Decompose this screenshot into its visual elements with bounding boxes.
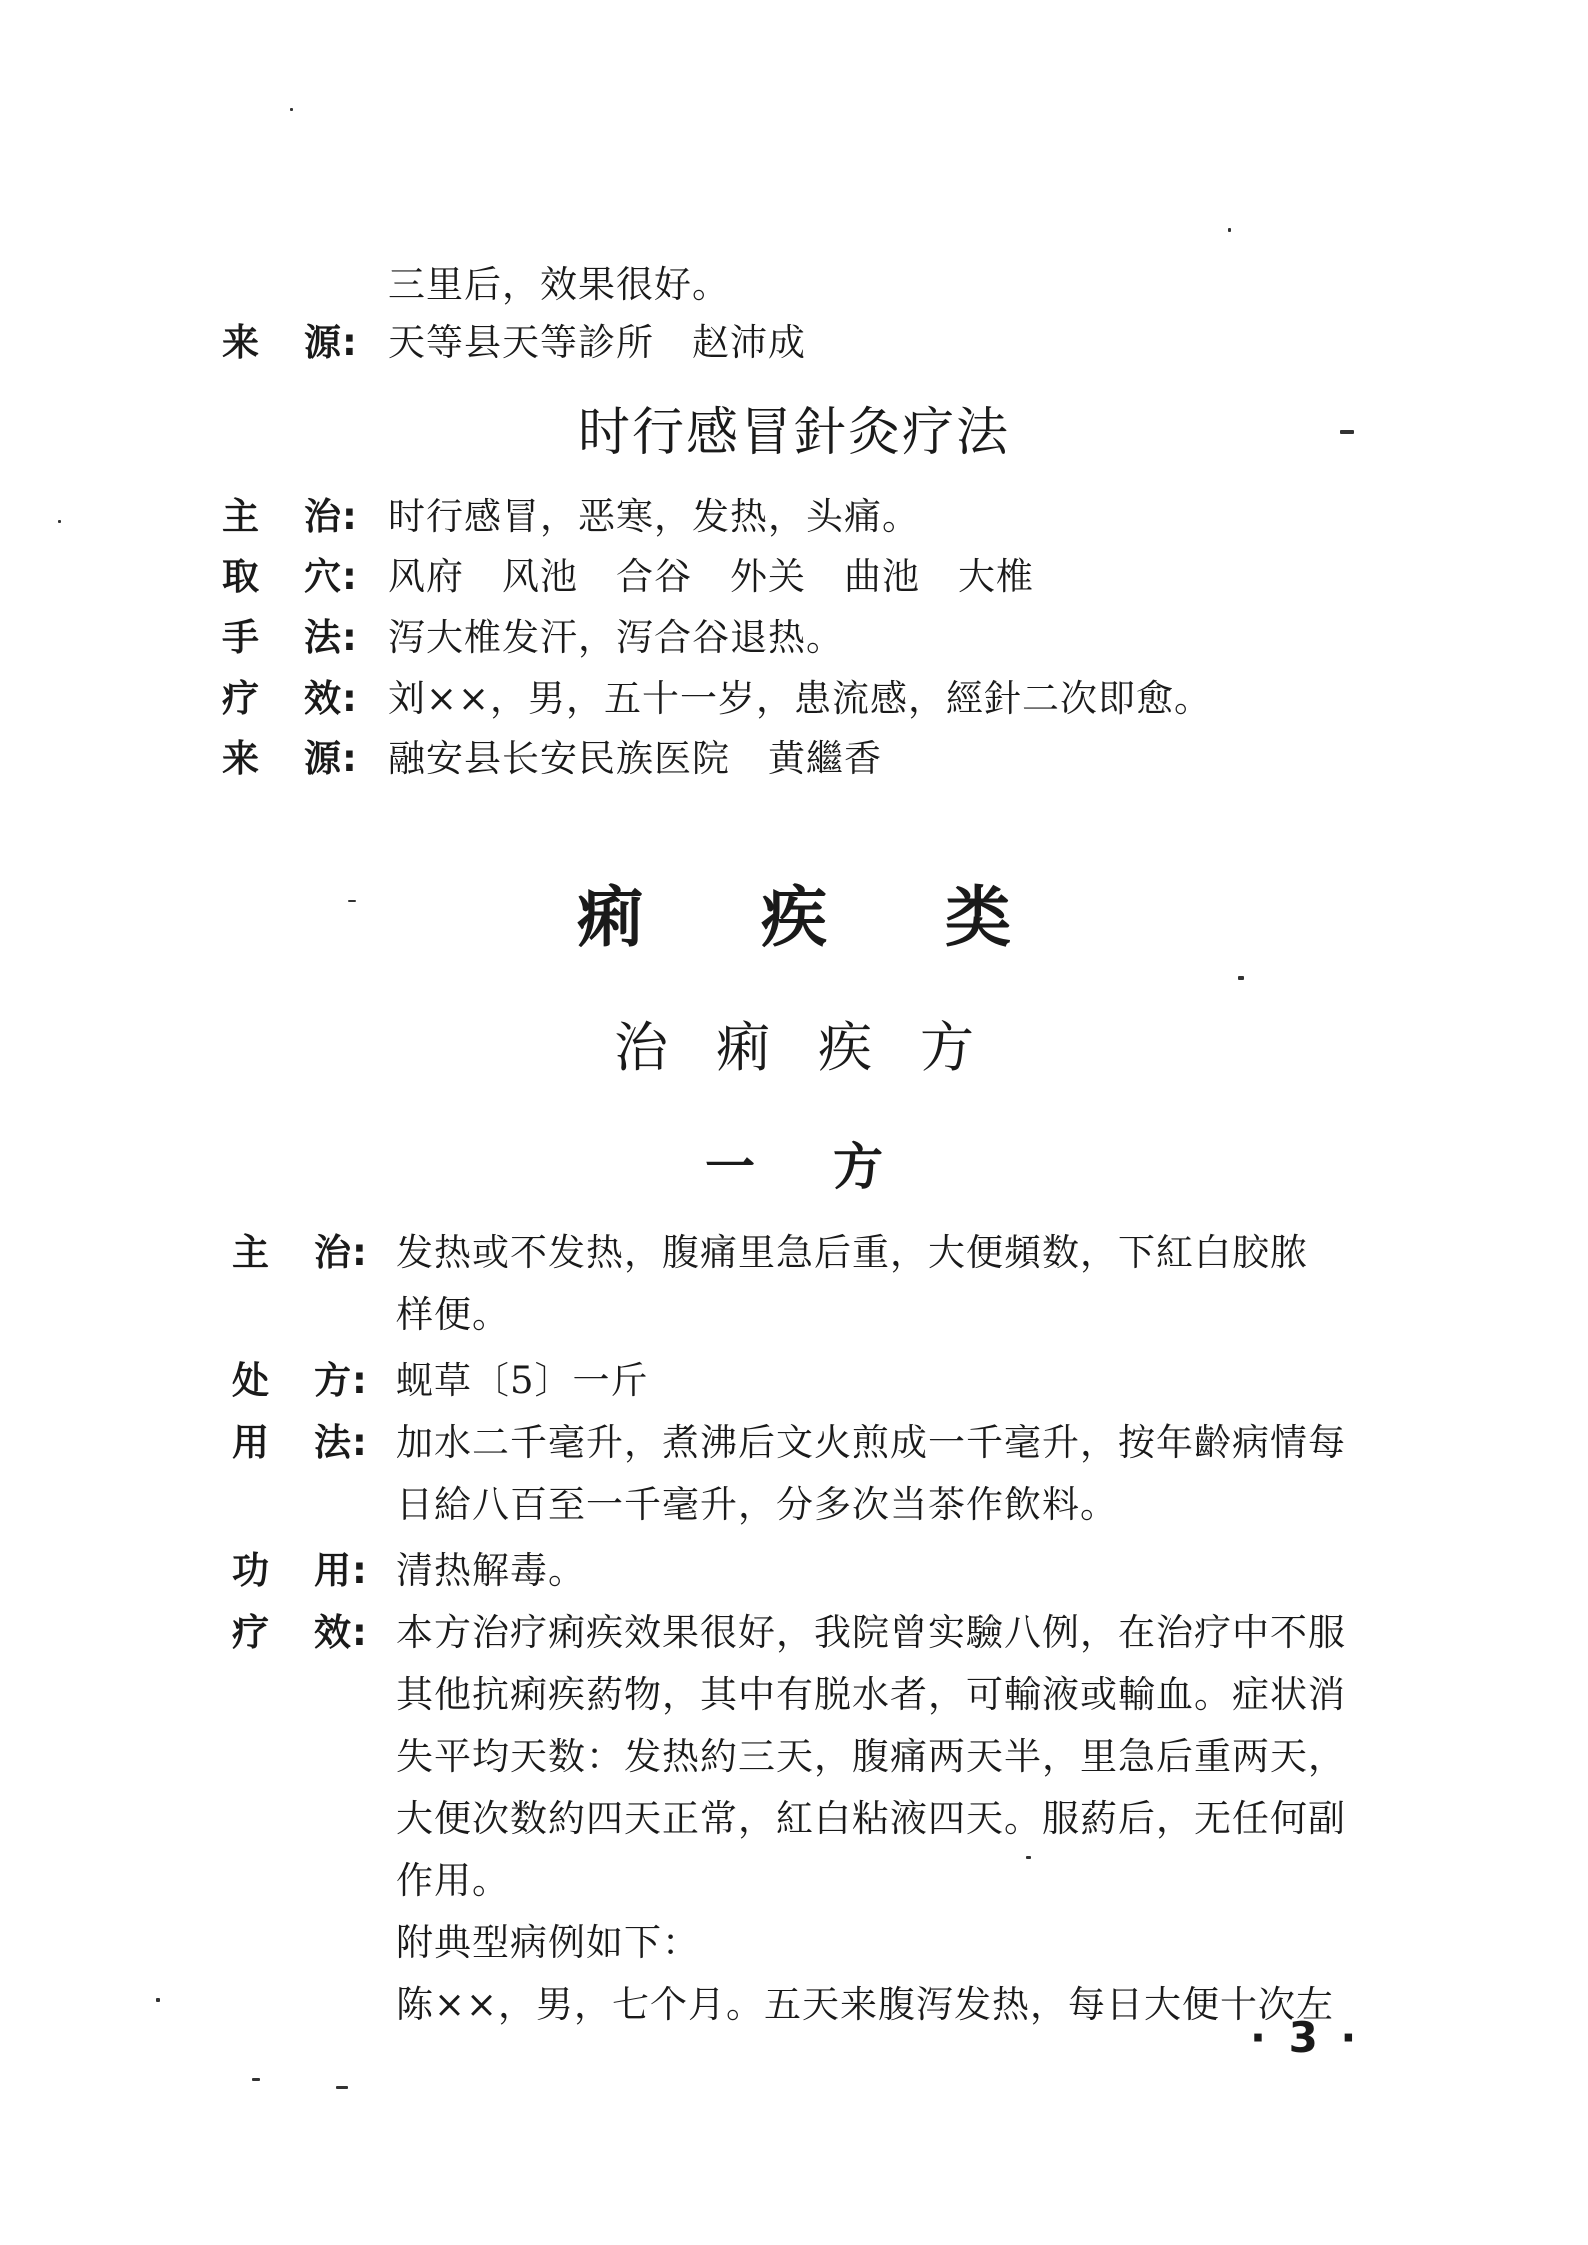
entry-label: 取 穴: (222, 555, 357, 598)
scan-speck (290, 108, 293, 111)
scan-speck (336, 2086, 348, 2089)
entry-text: 大便次数約四天正常，紅白粘液四天。服葯后，无任何副 (396, 1797, 1346, 1840)
scan-speck (156, 1998, 160, 2002)
continuation-text: 三里后，效果很好。 (388, 263, 730, 306)
scan-speck (348, 900, 356, 902)
page-number: · 3 · (1250, 2013, 1361, 2062)
entry-label: 功 用: (232, 1549, 367, 1592)
entry-label: 手 法: (222, 616, 357, 659)
scan-speck (58, 520, 61, 523)
entry-text: 风府 风池 合谷 外关 曲池 大椎 (388, 555, 1034, 598)
entry-text: 加水二千毫升，煮沸后文火煎成一千毫升，按年齡病情每 (396, 1421, 1346, 1464)
entry-text: 清热解毒。 (396, 1549, 586, 1592)
number-title: 一方 (705, 1137, 961, 1196)
entry-text: 蚬草〔5〕一斤 (396, 1359, 649, 1402)
entry-text: 日給八百至一千毫升，分多次当茶作飲料。 (396, 1483, 1118, 1526)
case-text: 陈××，男，七个月。五天来腹泻发热，每日大便十次左 (396, 1983, 1335, 2026)
appendix-intro: 附典型病例如下： (396, 1921, 700, 1964)
scan-speck (1340, 430, 1354, 434)
sub-title: 治痢疾方 (614, 1016, 1022, 1079)
entry-text: 融安县长安民族医院 黄繼香 (388, 737, 882, 780)
section-title: 时行感冒針灸疗法 (577, 403, 1010, 463)
entry-text: 作用。 (396, 1859, 510, 1902)
entry-text: 失平均天数：发热約三天，腹痛两天半，里急后重两天， (396, 1735, 1346, 1778)
entry-text: 样便。 (396, 1293, 510, 1336)
scan-speck (252, 2078, 260, 2081)
entry-label: 来 源: (222, 737, 357, 780)
entry-text: 泻大椎发汗，泻合谷退热。 (388, 616, 844, 659)
scan-speck (1026, 1856, 1031, 1859)
entry-label: 疗 效: (222, 677, 357, 720)
category-title: 痢疾类 (577, 879, 1129, 956)
entry-label: 用 法: (232, 1421, 367, 1464)
entry-label: 主 治: (232, 1231, 367, 1274)
entry-text: 本方治疗痢疾效果很好，我院曾实驗八例，在治疗中不服 (396, 1611, 1346, 1654)
source-label: 来 源: (222, 321, 357, 364)
entry-label: 处 方: (232, 1359, 367, 1402)
entry-text: 发热或不发热，腹痛里急后重，大便頻数，下紅白胶脓 (396, 1231, 1308, 1274)
entry-text: 其他抗痢疾葯物，其中有脱水者，可輸液或輸血。症状消 (396, 1673, 1346, 1716)
scan-speck (1238, 976, 1244, 980)
scan-speck (1228, 228, 1231, 232)
source-text: 天等县天等診所 赵沛成 (388, 321, 806, 364)
entry-label: 疗 效: (232, 1611, 367, 1654)
entry-text: 时行感冒，恶寒，发热，头痛。 (388, 495, 920, 538)
entry-label: 主 治: (222, 495, 357, 538)
entry-text: 刘××，男，五十一岁，患流感，經針二次即愈。 (388, 677, 1213, 720)
